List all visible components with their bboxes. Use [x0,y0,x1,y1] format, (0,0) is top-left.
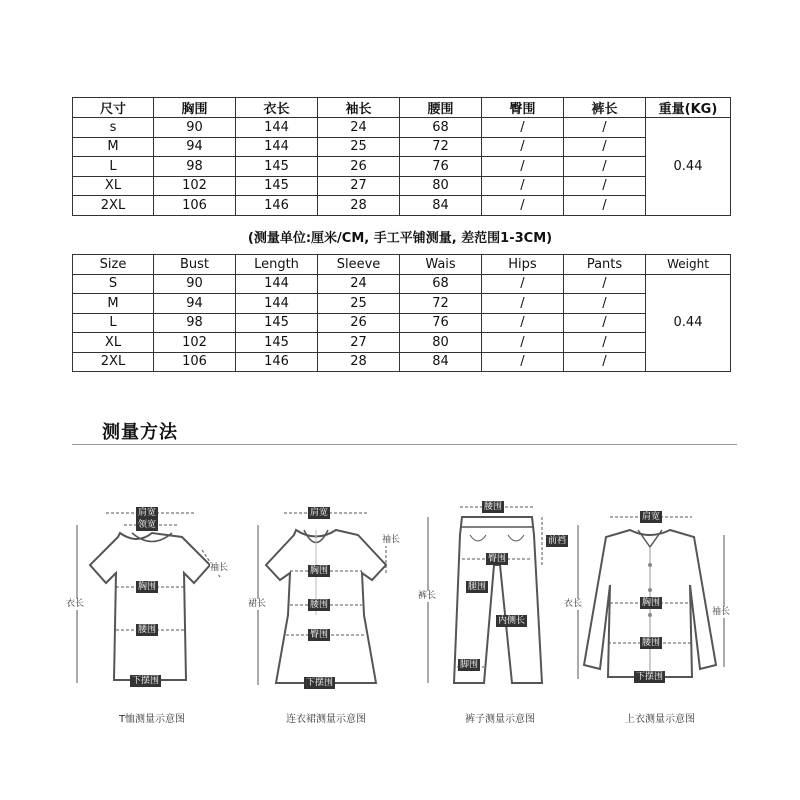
table-row [73,352,731,372]
table-cell: / [564,196,646,216]
header-cell: 胸围 [154,98,236,118]
table-cell: 25 [318,137,400,157]
table-cell: 26 [318,157,400,177]
table-cell: / [564,118,646,138]
table-cell: / [482,196,564,216]
table-cell: 94 [154,294,236,314]
label-leg-opening: 脚围 [460,660,479,670]
label-shoulder: 肩宽 [138,508,157,518]
header-cell: Bust [154,255,236,275]
table-row [73,137,731,157]
table-cell: / [564,137,646,157]
table-row [73,196,731,216]
label-shoulder: 肩宽 [642,512,661,522]
label-waist: 腰围 [138,625,157,635]
label-dress-length: 裙长 [248,599,267,609]
header-cell: Pants [564,255,646,275]
table-cell: 72 [400,294,482,314]
table-cell: 84 [400,352,482,372]
table-cell: / [482,294,564,314]
header-cell: Length [236,255,318,275]
size-cell: XL [73,176,154,196]
header-cell: Weight [646,255,731,275]
table-cell: / [482,352,564,372]
table-cell: 98 [154,157,236,177]
label-bust: 胸围 [642,598,661,608]
size-cell: S [73,274,154,294]
size-cell: M [73,137,154,157]
table-cell: 26 [318,313,400,333]
label-hem: 下摆围 [132,676,160,686]
table-cell: 68 [400,118,482,138]
header-cell: Size [73,255,154,275]
size-cell: L [73,313,154,333]
table-cell: / [482,137,564,157]
table-cell: / [564,352,646,372]
label-sleeve: 袖长 [210,563,229,573]
shirt-diagram [564,495,750,725]
table-cell: 145 [236,333,318,353]
table-row [73,333,731,353]
table-cell: / [482,176,564,196]
table-cell: 106 [154,352,236,372]
table-cell: / [564,294,646,314]
tshirt-caption: T恤测量示意图 [118,714,186,725]
table-cell: / [564,313,646,333]
size-cell: L [73,157,154,177]
header-cell: 臀围 [482,98,564,118]
table-cell: 84 [400,196,482,216]
table-cell: 68 [400,274,482,294]
table-cell: 144 [236,137,318,157]
table-cell: / [564,176,646,196]
label-sleeve: 袖长 [712,607,731,617]
table-cell: 102 [154,333,236,353]
header-cell: Sleeve [318,255,400,275]
label-bust: 胸围 [138,582,157,592]
label-neck-width: 领宽 [138,520,157,530]
weight-cell: 0.44 [646,118,731,216]
table-cell: / [564,157,646,177]
table-row [73,274,731,294]
size-table-english [72,254,731,372]
header-cell: 腰围 [400,98,482,118]
table-cell: / [482,313,564,333]
label-bust: 胸围 [310,566,329,576]
size-table-chinese [72,97,731,216]
table-cell: / [482,274,564,294]
table-cell: 80 [400,333,482,353]
table-cell: 24 [318,274,400,294]
label-pants-length: 裤长 [418,591,437,601]
table-cell: 106 [154,196,236,216]
table-cell: 146 [236,352,318,372]
table-cell: 90 [154,274,236,294]
label-waist: 腰围 [642,638,661,648]
size-cell: XL [73,333,154,353]
label-length: 衣长 [564,599,583,609]
dress-caption: 连衣裙测量示意图 [286,714,366,725]
table-cell: / [482,118,564,138]
label-thigh: 腿围 [468,582,487,592]
table-row [73,313,731,333]
weight-cell: 0.44 [646,274,731,372]
table-cell: 144 [236,294,318,314]
table-cell: 145 [236,157,318,177]
table-cell: 144 [236,118,318,138]
pants-caption: 裤子测量示意图 [465,714,535,725]
table-cell: 90 [154,118,236,138]
label-hem: 下摆围 [306,678,334,688]
header-cell: Hips [482,255,564,275]
table-cell: 28 [318,196,400,216]
table-cell: 24 [318,118,400,138]
table-cell: 76 [400,157,482,177]
table-row [73,157,731,177]
header-cell: 尺寸 [73,98,154,118]
table-cell: / [482,157,564,177]
dress-diagram [236,495,416,725]
table-cell: 80 [400,176,482,196]
table-row [73,176,731,196]
divider [72,444,737,445]
header-cell: 裤长 [564,98,646,118]
table-cell: / [482,333,564,353]
table-row [73,294,731,314]
pants-illustration [410,495,590,705]
table-cell: / [564,333,646,353]
label-rise: 前裆 [548,536,567,546]
table-cell: 27 [318,176,400,196]
size-cell: 2XL [73,352,154,372]
table-cell: 98 [154,313,236,333]
table-cell: 72 [400,137,482,157]
size-cell: M [73,294,154,314]
shirt-caption: 上衣测量示意图 [625,714,695,725]
size-cell: s [73,118,154,138]
label-hem: 下摆围 [636,672,664,682]
table-header-row [73,98,731,118]
label-waist: 腰围 [484,502,503,512]
tshirt-diagram [62,495,242,725]
label-hips: 臀围 [488,554,507,564]
measurement-method-title: 测量方法 [102,422,178,443]
header-cell: 衣长 [236,98,318,118]
label-waist: 腰围 [310,600,329,610]
table-cell: 76 [400,313,482,333]
size-cell: 2XL [73,196,154,216]
header-cell: 袖长 [318,98,400,118]
label-sleeve: 袖长 [382,535,401,545]
label-shoulder: 肩宽 [310,508,329,518]
measurement-note: (测量单位:厘米/CM, 手工平铺测量, 差范围1-3CM) [247,231,553,246]
label-length: 衣长 [66,599,85,609]
table-header-row [73,255,731,275]
table-cell: 94 [154,137,236,157]
table-cell: 25 [318,294,400,314]
table-cell: / [564,274,646,294]
table-cell: 144 [236,274,318,294]
table-cell: 28 [318,352,400,372]
header-cell: Wais [400,255,482,275]
pants-diagram [410,495,590,725]
table-cell: 145 [236,313,318,333]
table-cell: 27 [318,333,400,353]
table-cell: 102 [154,176,236,196]
table-cell: 145 [236,176,318,196]
label-hips: 臀围 [310,630,329,640]
header-cell: 重量(KG) [646,98,731,118]
table-row [73,118,731,138]
table-cell: 146 [236,196,318,216]
label-inseam: 内侧长 [498,616,526,626]
